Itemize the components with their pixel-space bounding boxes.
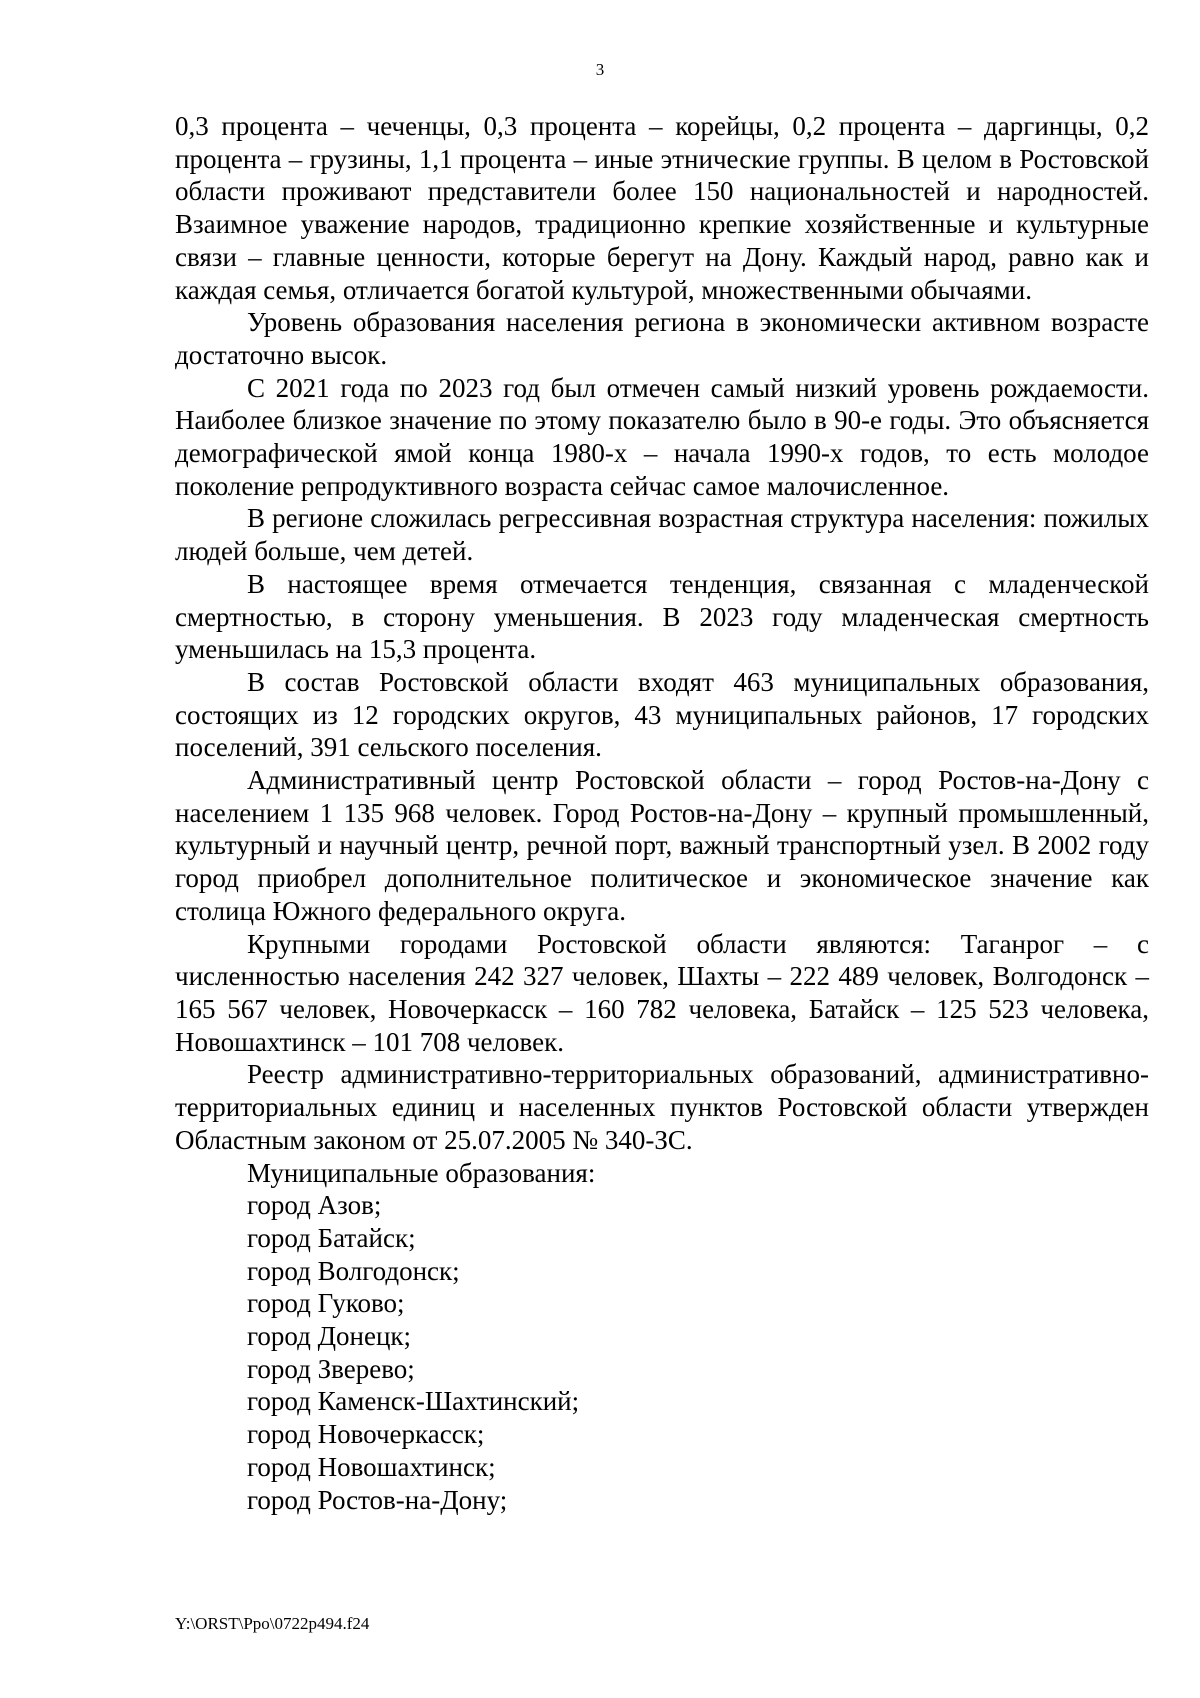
paragraph-education: Уровень образования населения региона в экономически активном возрасте достаточно высок. [175, 307, 1149, 370]
document-body [175, 110, 1149, 1516]
paragraph-age-structure: В регионе сложилась регрессивная возрастная структура населения: пожилых людей больше, чем детей. [175, 503, 1149, 567]
paragraph-major-cities: Крупными городами Ростовской области являются: Таганрог – с численностью населения 242 327 человек, Шахты – 222 489 человек, Волгодонск – 165 567 человек, Новочеркасск – 160 782 человека, Батайск – 125 523 человека, Новошахтинск – 101 708 человек. [175, 928, 1149, 1057]
list-item: город Каменск-Шахтинский; [247, 1386, 580, 1417]
list-item: город Донецк; [247, 1321, 412, 1352]
list-item: город Батайск; [247, 1222, 416, 1253]
footer-file-path: Y:\ORST\Ppo\0722p494.f24 [175, 1614, 370, 1633]
paragraph-birth-rate: С 2021 года по 2023 год был отмечен самый низкий уровень рождаемости. Наиболее близкое значение по этому показателю было в 90-е годы. Это объясняется демографической ямой конца 1980-х – начала 1990-х годов, то есть молодое поколение репродуктивного возраста сейчас самое малочисленное. [175, 372, 1149, 501]
paragraph-municipal-composition: В состав Ростовской области входят 463 муниципальных образования, состоящих из 12 городских округов, 43 муниципальных районов, 17 городских поселений, 391 сельского поселения. [175, 666, 1149, 763]
list-item: город Азов; [247, 1190, 382, 1221]
list-item: город Зверево; [247, 1353, 415, 1384]
list-item: город Новочеркасск; [247, 1419, 485, 1450]
municipalities-list [175, 1189, 1149, 1516]
municipalities-heading: Муниципальные образования: [247, 1157, 596, 1188]
paragraph-infant-mortality: В настоящее время отмечается тенденция, связанная с младенческой смертностью, в сторону уменьшения. В 2023 году младенческая смертность уменьшилась на 15,3 процента. [175, 568, 1149, 665]
page-number: 3 [595, 60, 605, 79]
list-item: город Ростов-на-Дону; [247, 1484, 508, 1515]
paragraph-administrative-center: Административный центр Ростовской области – город Ростов-на-Дону с населением 1 135 968 человек. Город Ростов-на-Дону – крупный промышленный, культурный и научный центр, речной порт, важный транспортный узел. В 2002 году город приобрел дополнительное политическое и экономическое значение как столица Южного федерального округа. [175, 765, 1149, 926]
list-item: город Новошахтинск; [247, 1451, 496, 1482]
paragraph-ethnic-groups: 0,3 процента – чеченцы, 0,3 процента – корейцы, 0,2 процента – даргинцы, 0,2 процента – грузины, 1,1 процента – иные этнические группы. В целом в Ростовской области проживают представители более 150 национальностей и народностей. Взаимное уважение народов, традиционно крепкие хозяйственные и культурные связи – главные ценности, которые берегут на Дону. Каждый народ, равно как и каждая семья, отличается богатой культурой, множественными обычаями. [175, 111, 1149, 305]
list-item: город Волгодонск; [247, 1255, 460, 1286]
list-item: город Гуково; [247, 1288, 405, 1319]
paragraph-registry: Реестр административно-территориальных образований, административно-территориальных единиц и населенных пунктов Ростовской области утвержден Областным законом от 25.07.2005 № 340-ЗС. [175, 1059, 1149, 1155]
